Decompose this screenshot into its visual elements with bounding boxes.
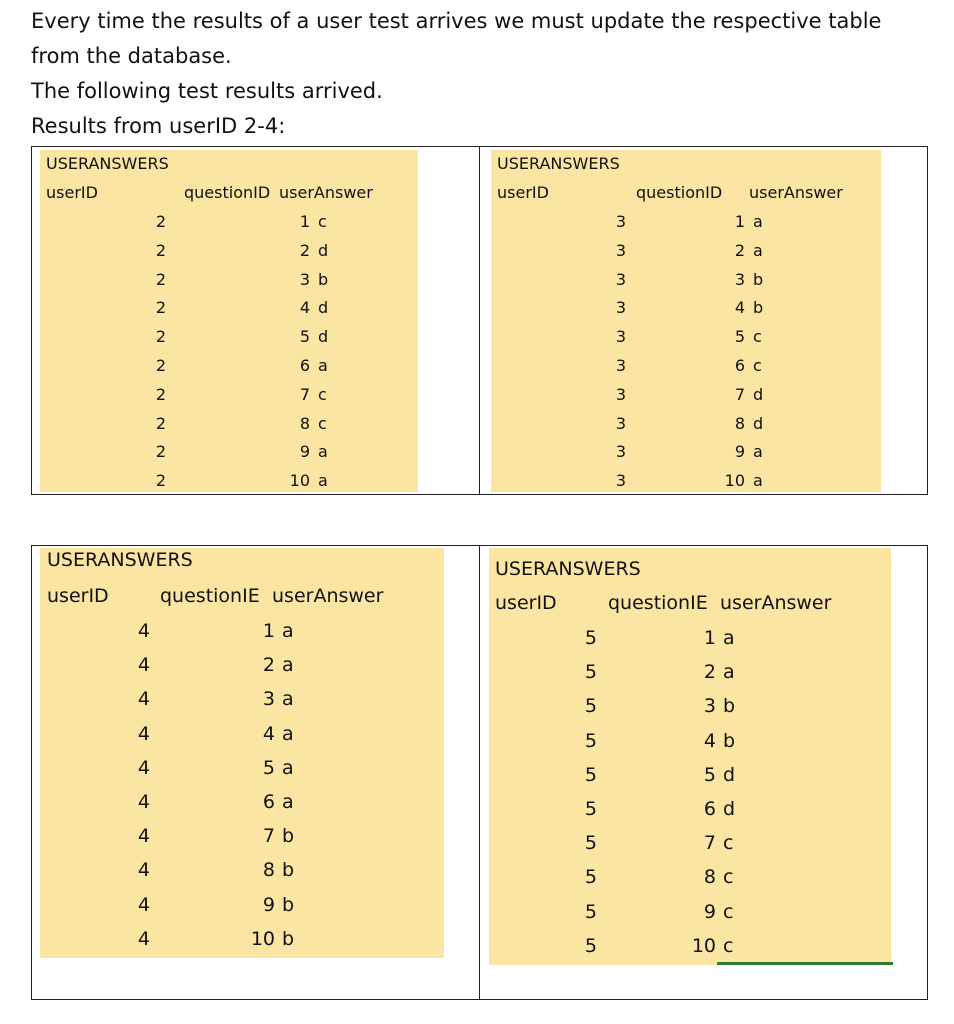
cell-userid: 4 xyxy=(137,791,150,813)
cell-useranswer: d xyxy=(318,298,329,318)
cell-userid: 3 xyxy=(615,298,626,318)
cell-userid: 4 xyxy=(137,893,150,916)
cell-useranswer: b xyxy=(723,729,736,752)
cell-useranswer: b xyxy=(723,695,736,718)
cell-questionid: 2 xyxy=(299,240,310,260)
cell-questionid: 7 xyxy=(262,825,275,848)
cell-userid: 2 xyxy=(155,240,166,260)
cell-userid: 3 xyxy=(615,327,626,347)
cell-userid: 2 xyxy=(155,269,166,289)
cell-userid: 4 xyxy=(137,654,150,677)
cell-questionid: 5 xyxy=(734,327,745,347)
cell-userid: 2 xyxy=(155,471,166,491)
cell-userid: 2 xyxy=(155,442,166,462)
cell-useranswer: b xyxy=(282,927,295,950)
cell-useranswer: a xyxy=(282,654,294,677)
cell-questionid: 8 xyxy=(299,413,310,433)
cell-userid: 5 xyxy=(584,695,597,718)
cell-useranswer: a xyxy=(318,356,328,375)
cell-questionid: 4 xyxy=(299,298,310,318)
cell-questionid: 4 xyxy=(262,722,275,745)
cell-questionid: 5 xyxy=(299,327,310,347)
cell-questionid: 1 xyxy=(734,212,745,231)
cell-userid: 3 xyxy=(615,240,626,260)
cell-questionid: 1 xyxy=(703,627,716,649)
cell-questionid: 7 xyxy=(703,832,716,855)
cell-userid: 3 xyxy=(615,384,626,404)
cell-questionid: 8 xyxy=(262,859,275,882)
cell-useranswer: a xyxy=(282,756,294,779)
cell-useranswer: c xyxy=(753,356,762,375)
cell-questionid: 9 xyxy=(703,900,716,923)
cell-userid: 5 xyxy=(584,832,597,855)
cell-userid: 4 xyxy=(137,620,150,642)
cell-userid: 5 xyxy=(584,661,597,684)
cell-useranswer: a xyxy=(753,442,763,462)
cell-questionid: 2 xyxy=(262,654,275,677)
cell-userid: 4 xyxy=(137,688,150,711)
header-useranswer: userAnswer xyxy=(279,183,373,202)
cell-useranswer: b xyxy=(753,298,764,318)
cell-userid: 4 xyxy=(137,756,150,779)
cell-userid: 5 xyxy=(584,627,597,649)
header-questionid: questionIE xyxy=(608,592,708,614)
cell-useranswer: d xyxy=(753,384,764,404)
cell-questionid: 9 xyxy=(734,442,745,462)
intro-text xyxy=(31,4,941,144)
cell-questionid: 3 xyxy=(299,269,310,289)
cell-useranswer: a xyxy=(753,240,763,260)
cell-userid: 4 xyxy=(137,825,150,848)
table-title: USERANSWERS xyxy=(497,154,620,173)
cell-userid: 5 xyxy=(584,866,597,889)
cell-useranswer: a xyxy=(723,661,735,684)
cell-useranswer: a xyxy=(282,620,294,642)
cell-questionid: 3 xyxy=(262,688,275,711)
header-userid: userID xyxy=(497,183,549,202)
cell-userid: 3 xyxy=(615,269,626,289)
intro-line-3: The following test results arrived. xyxy=(31,79,383,103)
cell-useranswer: a xyxy=(318,471,328,491)
cell-questionid: 3 xyxy=(734,269,745,289)
cell-useranswer: d xyxy=(723,798,736,820)
cell-useranswer: d xyxy=(318,327,329,347)
cell-questionid: 9 xyxy=(262,893,275,916)
cell-userid: 3 xyxy=(615,413,626,433)
cell-userid: 2 xyxy=(155,413,166,433)
cell-userid: 2 xyxy=(155,384,166,404)
cell-userid: 2 xyxy=(155,356,166,375)
cell-userid: 4 xyxy=(137,927,150,950)
cell-questionid: 2 xyxy=(703,661,716,684)
selection-underline xyxy=(717,962,893,965)
cell-userid: 3 xyxy=(615,442,626,462)
table-title: USERANSWERS xyxy=(495,558,641,580)
cell-questionid: 6 xyxy=(262,791,275,813)
intro-line-1: Every time the results of a user test arrives we must update the respective table xyxy=(31,9,882,33)
cell-questionid: 10 xyxy=(289,471,310,491)
cell-userid: 2 xyxy=(155,298,166,318)
header-questionid: questionID xyxy=(184,183,271,202)
cell-userid: 5 xyxy=(584,729,597,752)
cell-useranswer: a xyxy=(753,212,763,231)
cell-questionid: 3 xyxy=(703,695,716,718)
cell-useranswer: b xyxy=(318,269,329,289)
cell-useranswer: c xyxy=(318,384,327,404)
header-userid: userID xyxy=(47,585,109,607)
cell-useranswer: c xyxy=(318,212,327,231)
cell-userid: 3 xyxy=(615,471,626,491)
cell-userid: 5 xyxy=(584,798,597,820)
intro-line-2: from the database. xyxy=(31,44,232,68)
header-useranswer: userAnswer xyxy=(720,592,832,614)
cell-questionid: 6 xyxy=(734,356,745,375)
cell-useranswer: a xyxy=(282,722,294,745)
header-userid: userID xyxy=(46,183,98,202)
cell-userid: 3 xyxy=(615,212,626,231)
cell-userid: 5 xyxy=(584,934,597,957)
cell-questionid: 8 xyxy=(734,413,745,433)
cell-userid: 3 xyxy=(615,356,626,375)
cell-useranswer: c xyxy=(723,934,734,957)
header-useranswer: userAnswer xyxy=(272,585,384,607)
cell-questionid: 1 xyxy=(299,212,310,231)
table-title: USERANSWERS xyxy=(47,549,193,571)
cell-useranswer: a xyxy=(753,471,763,491)
cell-questionid: 5 xyxy=(262,756,275,779)
cell-useranswer: c xyxy=(318,413,327,433)
cell-questionid: 7 xyxy=(299,384,310,404)
cell-questionid: 10 xyxy=(724,471,745,491)
cell-useranswer: a xyxy=(318,442,328,462)
table-title: USERANSWERS xyxy=(46,154,169,173)
cell-userid: 5 xyxy=(584,900,597,923)
cell-questionid: 5 xyxy=(703,763,716,786)
cell-questionid: 4 xyxy=(734,298,745,318)
cell-questionid: 4 xyxy=(703,729,716,752)
header-questionid: questionIE xyxy=(160,585,260,607)
cell-userid: 2 xyxy=(155,212,166,231)
cell-useranswer: d xyxy=(318,240,329,260)
cell-questionid: 8 xyxy=(703,866,716,889)
cell-questionid: 9 xyxy=(299,442,310,462)
cell-questionid: 6 xyxy=(299,356,310,375)
cell-useranswer: a xyxy=(282,791,294,813)
cell-questionid: 10 xyxy=(691,934,716,957)
cell-useranswer: c xyxy=(723,832,734,855)
cell-useranswer: d xyxy=(753,413,764,433)
cell-useranswer: c xyxy=(723,866,734,889)
cell-userid: 4 xyxy=(137,722,150,745)
header-questionid: questionID xyxy=(636,183,723,202)
cell-questionid: 7 xyxy=(734,384,745,404)
cell-questionid: 10 xyxy=(250,927,275,950)
cell-useranswer: d xyxy=(723,763,736,786)
cell-userid: 5 xyxy=(584,763,597,786)
header-userid: userID xyxy=(495,592,557,614)
cell-userid: 4 xyxy=(137,859,150,882)
cell-useranswer: a xyxy=(282,688,294,711)
cell-questionid: 6 xyxy=(703,798,716,820)
cell-useranswer: c xyxy=(723,900,734,923)
cell-useranswer: b xyxy=(282,825,295,848)
cell-useranswer: b xyxy=(282,859,295,882)
cell-useranswer: b xyxy=(753,269,764,289)
cell-useranswer: b xyxy=(282,893,295,916)
cell-userid: 2 xyxy=(155,327,166,347)
cell-useranswer: a xyxy=(723,627,735,649)
header-useranswer: userAnswer xyxy=(749,183,843,202)
cell-questionid: 2 xyxy=(734,240,745,260)
intro-line-4: Results from userID 2-4: xyxy=(31,114,286,138)
cell-useranswer: c xyxy=(753,327,762,347)
cell-questionid: 1 xyxy=(262,620,275,642)
